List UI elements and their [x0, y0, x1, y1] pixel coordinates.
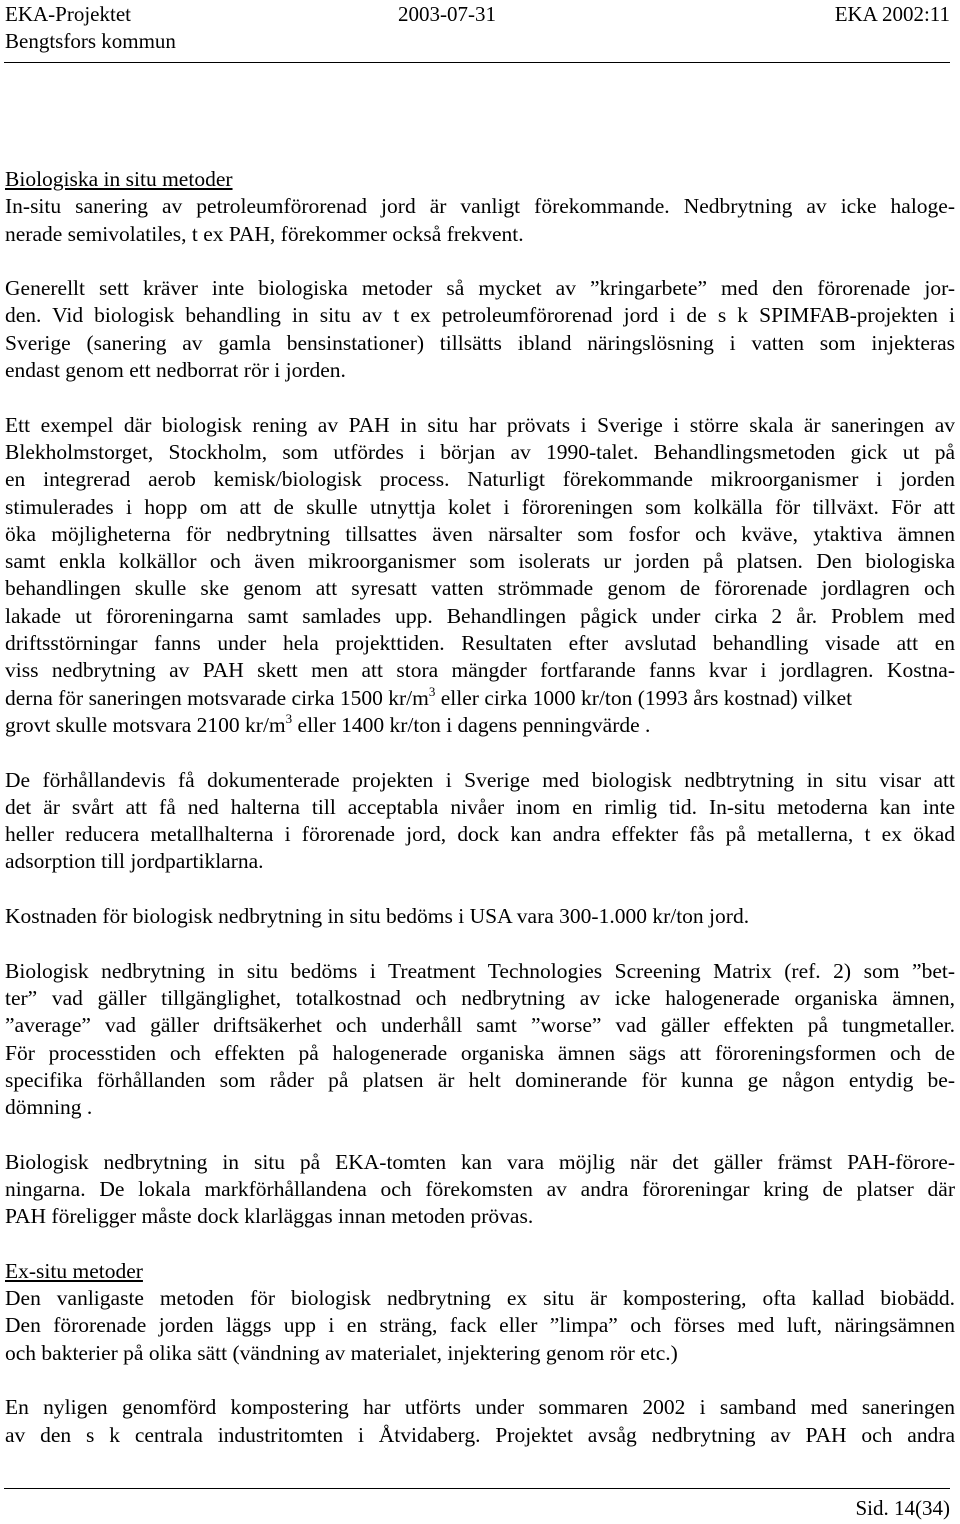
cost-text-b: eller cirka 1000 kr/ton (1993 års kostnad) vilket [435, 685, 853, 710]
paragraph-line: heller reducera metallhalterna i förorenade jord, dock kan andra effekter fås på metallerna, t ex ökad [5, 822, 955, 847]
paragraph-line: ningarna. De lokala markförhållandena och förekomsten av andra föroreningar kring de platser där [5, 1176, 955, 1201]
header-report-id: EKA 2002:11 [834, 2, 950, 26]
paragraph [5, 275, 955, 384]
superscript-3: 3 [428, 683, 436, 699]
paragraph-line: PAH föreligger måste dock klarläggas innan metoden prövas. [5, 1204, 534, 1229]
paragraph-line: av den s k centrala industritomten i Åtvidaberg. Projektet avsåg nedbrytning av PAH och andra [5, 1422, 955, 1447]
paragraph [5, 1394, 955, 1449]
paragraph-line [5, 685, 955, 712]
paragraph-line: specifika förhållanden som råder på platsen är helt dominerande för kunna ge någon entydig be- [5, 1067, 955, 1092]
superscript-3: 3 [285, 710, 293, 726]
paragraph [5, 1149, 955, 1231]
paragraph-line: Kostnaden för biologisk nedbrytning in situ bedöms i USA vara 300-1.000 kr/ton jord. [5, 904, 750, 929]
header-date: 2003-07-31 [398, 2, 496, 26]
paragraph-line: driftsstörningar fanns under hela projekttiden. Resultaten efter avslutad behandling visade att en [5, 631, 955, 656]
paragraph-line: Den förorenade jorden läggs upp i en sträng, fack eller ”limpa” och förses med luft, näringsämnen [5, 1313, 955, 1338]
paragraph-line: stimulerades i hopp om att de skulle utnyttja kolet i föroreningen som kolkälla för tillväxt. För att [5, 494, 955, 519]
paragraph-line: Sverige (sanering av gamla bensinstationer) tillsätts ibland näringslösning i vatten som injekteras [5, 330, 955, 355]
paragraph-line: adsorption till jordpartiklarna. [5, 849, 264, 874]
paragraph [5, 767, 955, 876]
paragraph [5, 958, 955, 1122]
paragraph-line: endast genom ett nedborrat rör i jorden. [5, 358, 346, 383]
paragraph-line: Biologisk nedbrytning in situ bedöms i Treatment Technologies Screening Matrix (ref. 2) som ”bet- [5, 958, 955, 983]
paragraph-line: Ett exempel där biologisk rening av PAH in situ har prövats i Sverige i större skala är saneringen av [5, 412, 955, 437]
section-heading: Biologiska in situ metoder [5, 167, 233, 191]
section-ex-situ [5, 1258, 955, 1367]
paragraph-line: Generellt sett kräver inte biologiska metoder så mycket av ”kringarbete” med den förorenade jor- [5, 276, 955, 301]
paragraph-line: För processtiden och effekten på halogenerade organiska ämnen sägs att föroreningsformen och de [5, 1040, 955, 1065]
cost-text-a: derna för saneringen motsvarade cirka 1500 kr/m [5, 685, 429, 710]
paragraph-line: och bakterier på olika sätt (vändning av materialet, injektering genom rör etc.) [5, 1340, 678, 1365]
paragraph-line: ter” vad gäller tillgänglighet, totalkostnad och nedbrytning av icke halogenerade organiska ämnen, [5, 985, 955, 1010]
paragraph-line [5, 712, 955, 739]
cost-text-d: eller 1400 kr/ton i dagens penningvärde . [292, 712, 651, 737]
paragraph [5, 903, 955, 930]
paragraph-line: In-situ sanering av petroleumförorenad jord är vanligt förekommande. Nedbrytning av icke haloge- [5, 194, 955, 219]
page-number: Sid. 14(34) [855, 1496, 950, 1520]
paragraph-line: den. Vid biologisk behandling in situ av t ex petroleumförorenad jord i de s k SPIMFAB-projekten i [5, 303, 955, 328]
paragraph-line: öka möjligheterna för nedbrytning tillsattes även närsalter som fosfor och kväve, ytaktiva ämnen [5, 521, 955, 546]
paragraph [5, 412, 955, 740]
paragraph-line: lakade ut föroreningarna samt samlades upp. Behandlingen pågick under cirka 2 år. Problem med [5, 603, 955, 628]
paragraph-line: dömning . [5, 1095, 93, 1120]
cost-text-c: grovt skulle motsvara 2100 kr/m [5, 712, 286, 737]
paragraph-line: Blekholmstorget, Stockholm, som utfördes i början av 1990-talet. Behandlingsmetoden gick ut på [5, 439, 955, 464]
paragraph-line: ”average” vad gäller driftsäkerhet och underhåll samt ”worse” vad gäller effekten på tungmetaller. [5, 1013, 955, 1038]
paragraph-line: samt enkla kolkällor och även mikroorganismer som isolerats ur jorden på platsen. Den biologiska [5, 549, 955, 574]
paragraph-line: behandlingen skulle ske genom att syresatt vatten strömmade genom de förorenade jordlagren och [5, 576, 955, 601]
paragraph-line: viss nedbrytning av PAH skett men att stora mängder fortfarande fanns kvar i jordlagren. Kostna- [5, 658, 955, 683]
header-project: EKA-Projektet [5, 2, 131, 26]
document-body [5, 166, 955, 1476]
paragraph-line: Den vanligaste metoden för biologisk nedbrytning ex situ är kompostering, ofta kallad biobädd. [5, 1286, 955, 1311]
paragraph-line: De förhållandevis få dokumenterade projekten i Sverige med biologisk nedbtrytning in situ visar att [5, 767, 955, 792]
paragraph-line: nerade semivolatiles, t ex PAH, förekommer också frekvent. [5, 221, 524, 246]
paragraph-line: en integrerad aerob kemisk/biologisk process. Naturligt förekommande mikroorganismer i jorden [5, 467, 955, 492]
footer-divider [4, 1488, 950, 1489]
paragraph-line: En nyligen genomförd kompostering har utförts under sommaren 2002 i samband med saneringen [5, 1395, 955, 1420]
header-divider [4, 62, 950, 63]
paragraph-line: det är svårt att få ned halterna till acceptabla nivåer inom en rimlig tid. In-situ metoderna kan inte [5, 794, 955, 819]
paragraph-line: Biologisk nedbrytning in situ på EKA-tomten kan vara möjlig när det gäller främst PAH-förore- [5, 1149, 955, 1174]
section-biologiska-in-situ [5, 166, 955, 248]
section-heading: Ex-situ metoder [5, 1258, 143, 1283]
header-municipality: Bengtsfors kommun [5, 29, 176, 53]
